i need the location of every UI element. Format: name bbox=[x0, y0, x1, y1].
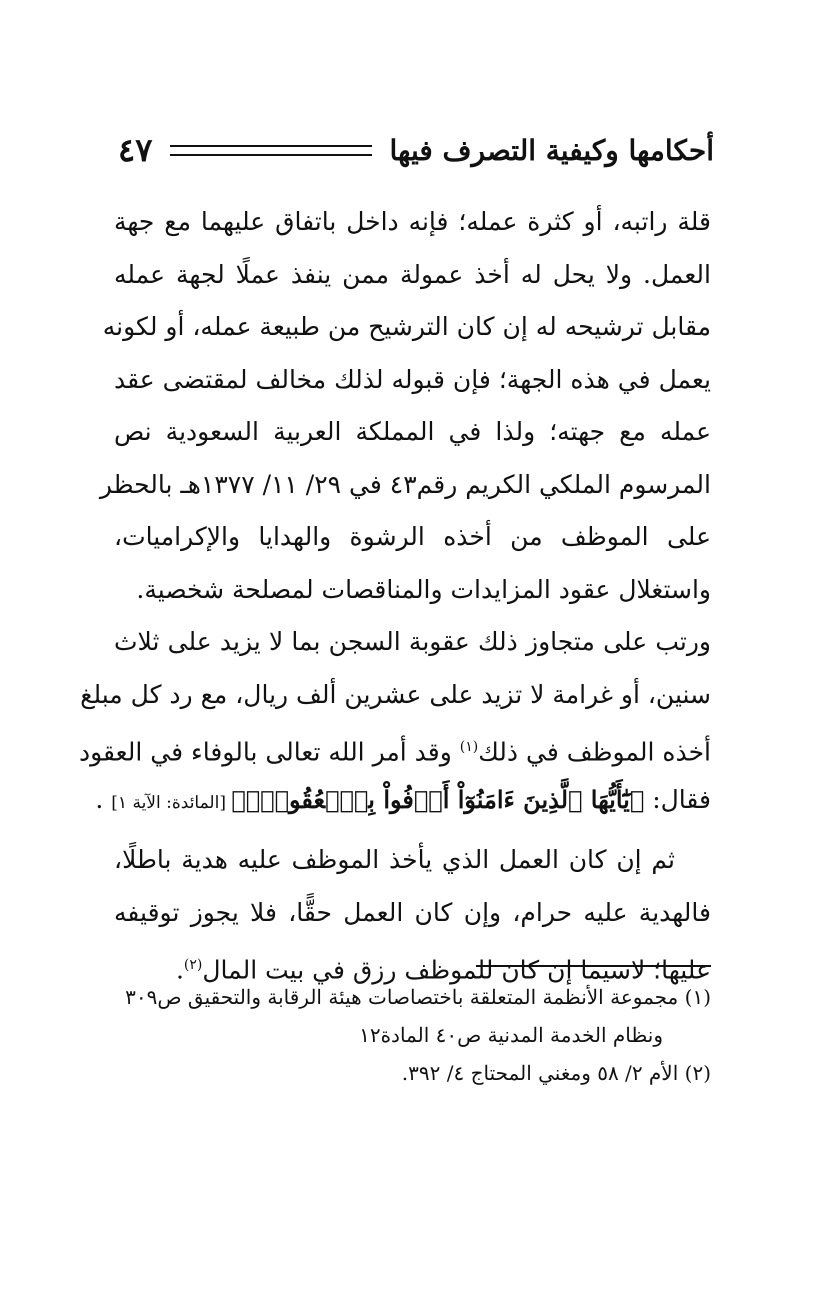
text-line: يعمل في هذه الجهة؛ فإن قبوله لذلك مخالف لمقتضى عقد bbox=[114, 364, 711, 394]
page-number: ٤٧ bbox=[118, 131, 153, 169]
text-segment: عليها؛ لاسيما إن كان للموظف رزق في بيت المال bbox=[202, 955, 711, 985]
running-header-title: أحكامها وكيفية التصرف فيها bbox=[389, 133, 714, 167]
text-line: مقابل ترشيحه له إن كان الترشيح من طبيعة عمله، أو لكونه bbox=[102, 312, 711, 341]
text-segment: أخذه الموظف في ذلك bbox=[478, 737, 711, 767]
text-line: على الموظف من أخذه الرشوة والهدايا والإكراميات، bbox=[114, 522, 711, 551]
footnote-1: (١) مجموعة الأنظمة المتعلقة باختصاصات هيئة الرقابة والتحقيق ص٣٠٩ bbox=[125, 985, 711, 1009]
text-line: سنين، أو غرامة لا تزيد على عشرين ألف ريال، مع رد كل مبلغ bbox=[80, 679, 711, 709]
header-double-rule bbox=[170, 145, 371, 156]
text-segment: . bbox=[175, 955, 184, 985]
text-line: قلة راتبه، أو كثرة عمله؛ فإنه داخل باتفاق عليهما مع جهة bbox=[114, 207, 711, 236]
quran-verse-line bbox=[95, 774, 711, 827]
footnote-separator bbox=[476, 965, 711, 967]
text-line: ثم إن كان العمل الذي يأخذ الموظف عليه هدية باطلًا، bbox=[114, 845, 675, 874]
text-line: واستغلال عقود المزايدات والمناقصات لمصلحة شخصية. bbox=[136, 574, 711, 604]
footnote-1-continued: ونظام الخدمة المدنية ص٤٠ المادة١٢ bbox=[359, 1023, 663, 1047]
quran-verse: ﴿يَٰٓأَيُّهَا ٱلَّذِينَ ءَامَنُوٓاْ أَوۡفُواْ بِٱلۡعُقُودِۚ﴾ bbox=[231, 784, 645, 814]
text-line: فالهدية عليه حرام، وإن كان العمل حقًّا، فلا يجوز توقيفه bbox=[114, 897, 711, 927]
running-header bbox=[118, 125, 714, 175]
verse-intro: فقال: bbox=[644, 784, 711, 814]
footnotes bbox=[114, 978, 711, 1092]
text-segment: وقد أمر الله تعالى بالوفاء في العقود bbox=[78, 737, 460, 767]
body-text bbox=[78, 196, 712, 992]
text-line: عمله مع جهته؛ ولذا في المملكة العربية السعودية نص bbox=[114, 417, 711, 446]
footnote-2: (٢) الأم ٢/ ٥٨ ومغني المحتاج ٤/ ٣٩٢. bbox=[401, 1061, 711, 1085]
verse-end: . bbox=[95, 784, 112, 814]
text-line: العمل. ولا يحل له أخذ عمولة ممن ينفذ عملًا لجهة عمله bbox=[114, 259, 712, 289]
footnote-marker-1: (١) bbox=[459, 739, 479, 755]
verse-reference: [المائدة: الآية ١] bbox=[111, 792, 232, 813]
footnote-marker-2: (٢) bbox=[183, 957, 203, 973]
paragraph-gap bbox=[114, 826, 711, 834]
text-line-with-footnote bbox=[78, 721, 711, 774]
text-line: المرسوم الملكي الكريم رقم٤٣ في ٢٩/ ١١/ ١٣٧٧هـ بالحظر bbox=[99, 469, 711, 499]
text-line: ورتب على متجاوز ذلك عقوبة السجن بما لا يزيد على ثلاث bbox=[114, 627, 711, 656]
